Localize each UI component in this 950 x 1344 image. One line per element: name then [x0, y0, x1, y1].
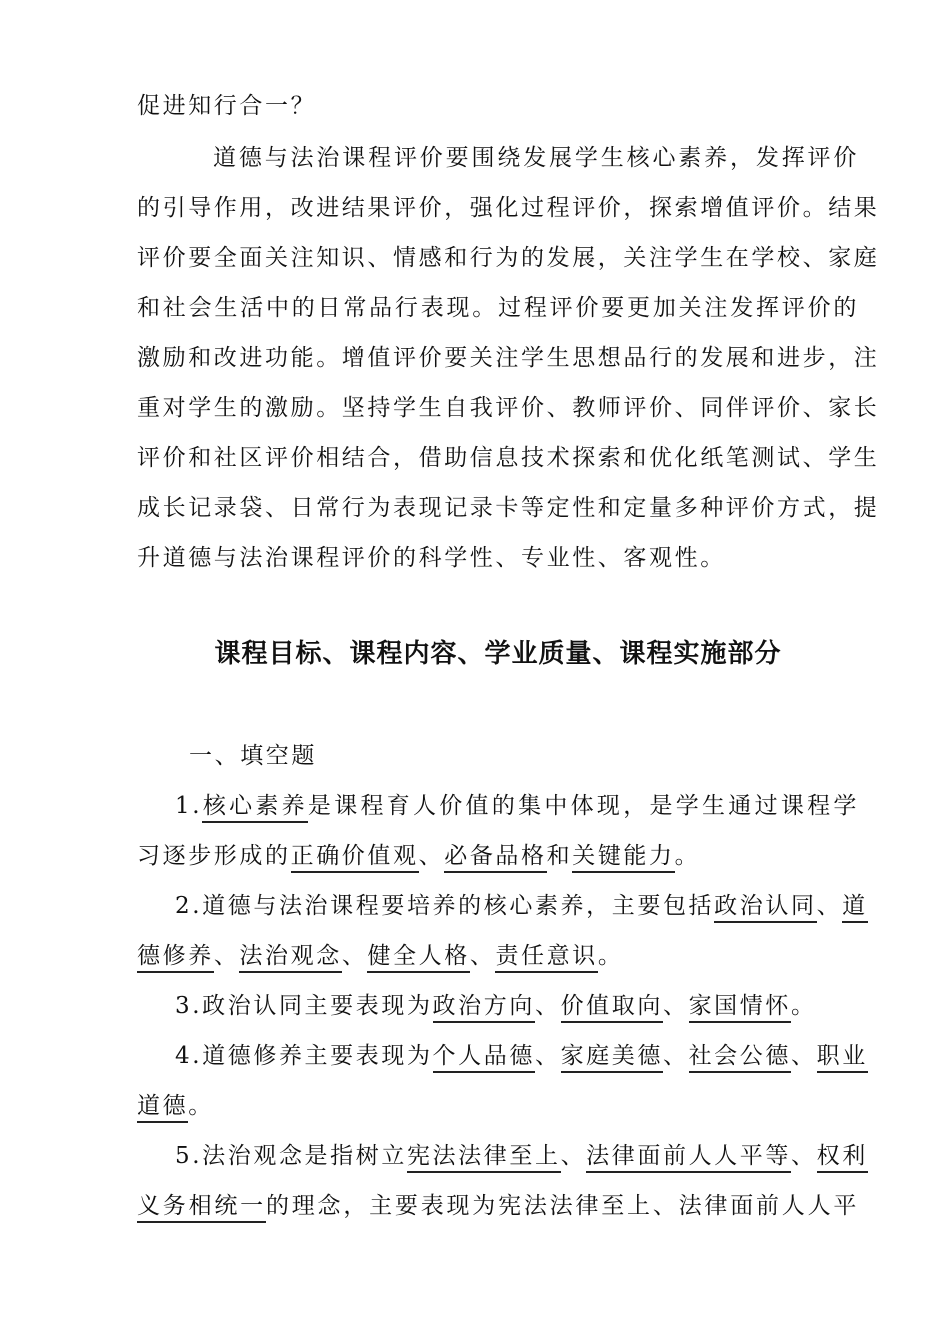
question-4-line-2	[137, 1086, 859, 1126]
question-text: 、	[469, 943, 496, 969]
paragraph-line: 激励和改进功能。增值评价要关注学生思想品行的发展和进步，注	[137, 345, 880, 371]
question-text: 、	[816, 893, 843, 919]
question-text: 5.法治观念是指树立	[175, 1143, 407, 1169]
answer-blank: 政治方向	[433, 993, 535, 1023]
paragraph-line: 和社会生活中的日常品行表现。过程评价要更加关注发挥评价的	[137, 295, 859, 321]
question-5-line-2	[137, 1186, 859, 1226]
answer-blank: 道	[842, 893, 868, 923]
answer-blank: 家庭美德	[561, 1043, 663, 1073]
question-5-line-1	[137, 1136, 868, 1176]
paragraph-line: 促进知行合一？	[137, 93, 317, 119]
paragraph-line: 成长记录袋、日常行为表现记录卡等定性和定量多种评价方式，提	[137, 495, 880, 521]
paragraph-line: 评价和社区评价相结合，借助信息技术探索和优化纸笔测试、学生	[137, 445, 880, 471]
subsection-title: 一、填空题	[189, 743, 317, 769]
question-text: 。	[188, 1093, 214, 1119]
answer-blank: 健全人格	[367, 943, 469, 973]
answer-blank: 必备品格	[444, 843, 546, 873]
question-text: 习逐步形成的	[137, 843, 291, 869]
answer-blank: 法治观念	[239, 943, 341, 973]
question-text: 和	[546, 843, 573, 869]
question-text: 、	[341, 943, 368, 969]
question-text: 、	[790, 1143, 817, 1169]
question-text: 的理念，主要表现为宪法法律至上、法律面前人人平	[265, 1193, 859, 1219]
answer-blank: 社会公德	[689, 1043, 791, 1073]
question-text: 。	[674, 843, 701, 869]
question-text: 。	[597, 943, 624, 969]
question-text: 、	[560, 1143, 587, 1169]
question-text: 3.政治认同主要表现为	[175, 993, 433, 1019]
answer-blank: 政治认同	[714, 893, 816, 923]
q-number: 1.	[175, 793, 203, 819]
paragraph-line: 重对学生的激励。坚持学生自我评价、教师评价、同伴评价、家长	[137, 395, 880, 421]
question-text: 是课程育人价值的集中体现，是学生通过课程学	[307, 793, 859, 819]
question-text: 、	[662, 1043, 689, 1069]
question-text: 、	[534, 1043, 561, 1069]
paragraph-line: 升道德与法治课程评价的科学性、专业性、客观性。	[137, 545, 726, 571]
answer-blank: 价值取向	[561, 993, 663, 1023]
question-text: 4.道德修养主要表现为	[175, 1043, 433, 1069]
section-heading: 课程目标、课程内容、学业质量、课程实施部分	[214, 639, 782, 669]
question-text: 、	[790, 1043, 817, 1069]
question-2-line-2	[137, 936, 859, 976]
answer-blank: 核心素养	[202, 793, 308, 823]
question-3-line-1	[137, 986, 859, 1026]
question-4-line-1	[137, 1036, 868, 1076]
answer-blank: 个人品德	[433, 1043, 535, 1073]
answer-blank: 关键能力	[572, 843, 674, 873]
paragraph-line: 道德与法治课程评价要围绕发展学生核心素养，发挥评价	[213, 145, 859, 171]
answer-blank: 德修养	[137, 943, 214, 973]
question-text: 、	[418, 843, 445, 869]
question-text: 、	[534, 993, 561, 1019]
answer-blank: 责任意识	[495, 943, 597, 973]
question-text: 、	[213, 943, 240, 969]
question-text: 2.道德与法治课程要培养的核心素养，主要包括	[175, 893, 715, 919]
answer-blank: 家国情怀	[689, 993, 791, 1023]
answer-blank: 法律面前人人平等	[586, 1143, 791, 1173]
answer-blank: 权利	[817, 1143, 868, 1173]
question-2-line-1	[137, 886, 868, 926]
question-1-line-1	[137, 786, 859, 826]
answer-blank: 正确价值观	[291, 843, 419, 873]
answer-blank: 宪法法律至上	[407, 1143, 561, 1173]
paragraph-line: 评价要全面关注知识、情感和行为的发展，关注学生在学校、家庭	[137, 245, 880, 271]
answer-blank: 道德	[137, 1093, 188, 1123]
question-text: 、	[662, 993, 689, 1019]
answer-blank: 职业	[817, 1043, 868, 1073]
answer-blank: 义务相统一	[137, 1193, 266, 1223]
question-text: 。	[790, 993, 817, 1019]
paragraph-line: 的引导作用，改进结果评价，强化过程评价，探索增值评价。结果	[137, 195, 880, 221]
question-1-line-2	[137, 836, 859, 876]
